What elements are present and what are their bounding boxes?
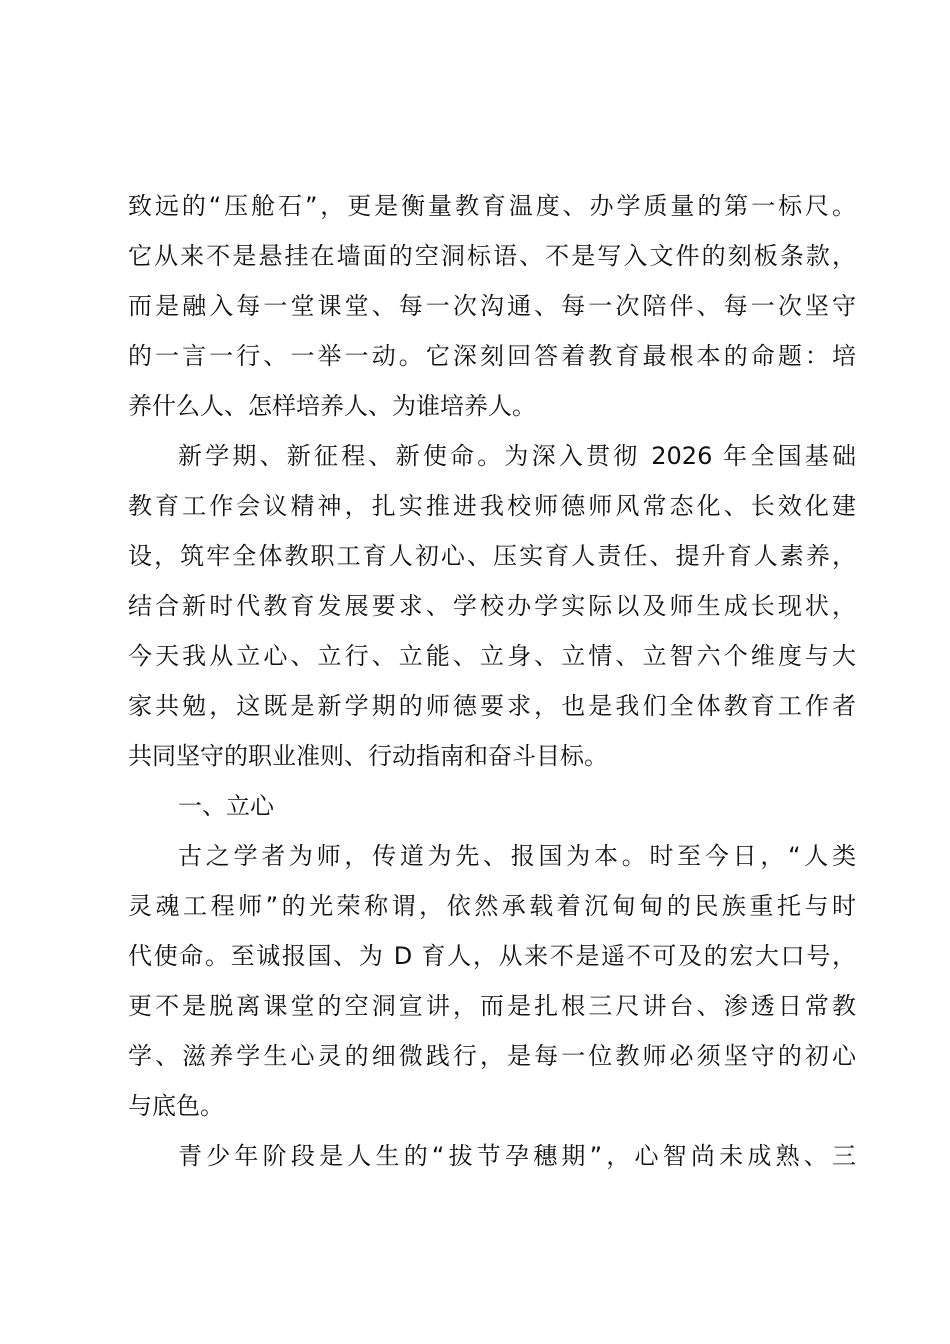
text-line: 养什么人、怎样培养人、为谁培养人。 (128, 392, 536, 420)
section-heading (128, 781, 856, 831)
text-line: 家共勉，这既是新学期的师德要求，也是我们全体教育工作者 (128, 692, 856, 720)
text-line: 青少年阶段是人生的“拔节孕穗期”，心智尚未成熟、三 (178, 1142, 856, 1170)
text-line: 古之学者为师，传道为先、报国为本。时至今日，“人类 (178, 842, 856, 870)
text-line: 学、滋养学生心灵的细微践行，是每一位教师必须坚守的初心 (128, 1042, 856, 1070)
text-line: 今天我从立心、立行、立能、立身、立情、立智六个维度与大 (128, 642, 856, 670)
text-line: 共同坚守的职业准则、行动指南和奋斗目标。 (128, 742, 608, 770)
text-line: 灵魂工程师”的光荣称谓，依然承载着沉甸甸的民族重托与时 (128, 892, 856, 920)
text-line: 致远的“压舱石”，更是衡量教育温度、办学质量的第一标尺。 (128, 192, 856, 220)
text-line: 它从来不是悬挂在墙面的空洞标语、不是写入文件的刻板条款， (128, 242, 856, 270)
text-line: 的一言一行、一举一动。它深刻回答着教育最根本的命题：培 (128, 342, 856, 370)
paragraph-1 (128, 181, 856, 431)
paragraph-2 (128, 431, 856, 781)
section-heading-text: 一、立心 (178, 792, 274, 820)
text-line: 设，筑牢全体教职工育人初心、压实育人责任、提升育人素养， (128, 542, 856, 570)
text-line: 代使命。至诚报国、为 D 育人，从来不是遥不可及的宏大口号， (128, 942, 856, 970)
paragraph-3 (128, 831, 856, 1131)
paragraph-4 (128, 1131, 856, 1181)
text-line: 而是融入每一堂课堂、每一次沟通、每一次陪伴、每一次坚守 (128, 292, 856, 320)
document-body (128, 181, 856, 1181)
text-line: 与底色。 (128, 1092, 224, 1120)
text-line: 新学期、新征程、新使命。为深入贯彻 2026 年全国基础 (178, 442, 856, 470)
text-line: 更不是脱离课堂的空洞宣讲，而是扎根三尺讲台、渗透日常教 (128, 992, 856, 1020)
text-line: 结合新时代教育发展要求、学校办学实际以及师生成长现状， (128, 592, 856, 620)
text-line: 教育工作会议精神，扎实推进我校师德师风常态化、长效化建 (128, 492, 856, 520)
